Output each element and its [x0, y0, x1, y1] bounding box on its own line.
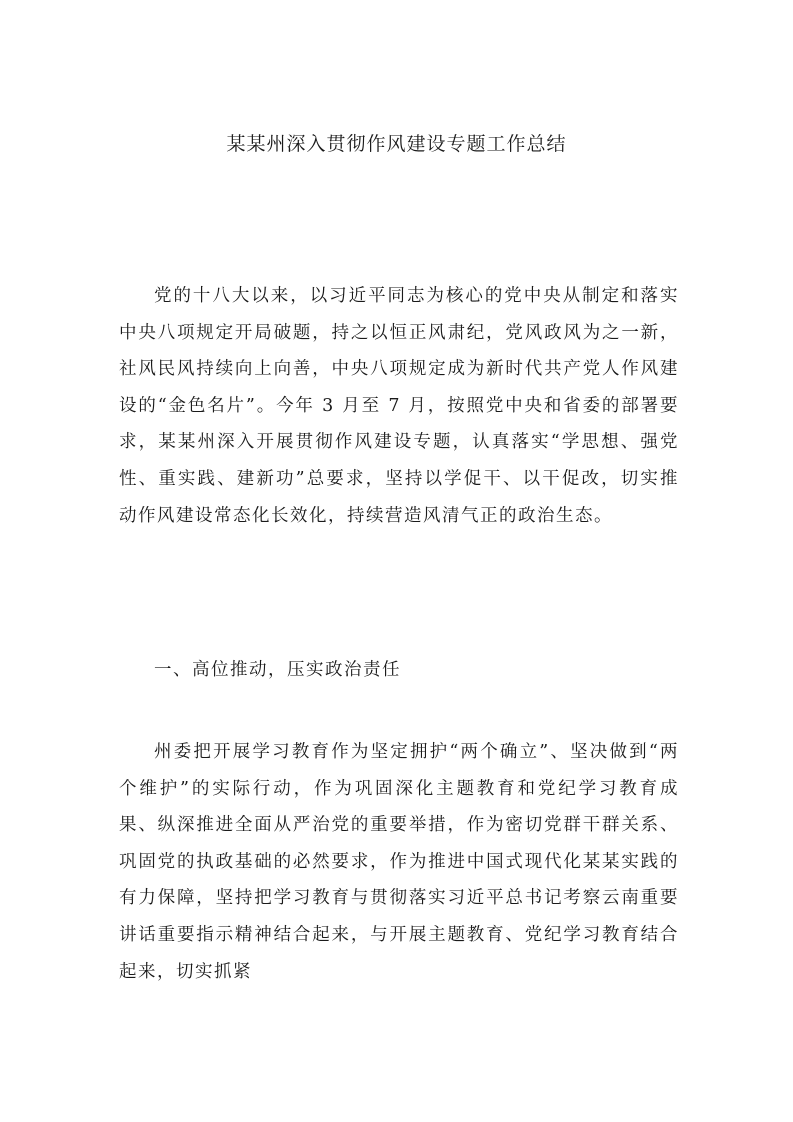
- document-title: 某某州深入贯彻作风建设专题工作总结: [226, 133, 567, 155]
- intro-paragraph: 党的十八大以来，以习近平同志为核心的党中央从制定和落实中央八项规定开局破题，持之以恒正风肃纪，党风政风为之一新，社风民风持续向上向善，中央八项规定成为新时代共产党人作风建设的“金色名片”。今年 3 月至 7 月，按照党中央和省委的部署要求，某某州深入开展贯彻作风建设专题，认真落实“学思想、强党性、重实践、建新功”总要求，坚持以学促干、以干促改，切实推动作风建设常态化长效化，持续营造风清气正的政治生态。: [119, 286, 679, 526]
- section-paragraph: 州委把开展学习教育作为坚定拥护“两个确立”、坚决做到“两个维护”的实际行动，作为巩固深化主题教育和党纪学习教育成果、纵深推进全面从严治党的重要举措，作为密切党群干群关系、巩固党的执政基础的必然要求，作为推进中国式现代化某某实践的有力保障，坚持把学习教育与贯彻落实习近平总书记考察云南重要讲话重要指示精神结合起来，与开展主题教育、党纪学习教育结合起来，切实抓紧: [119, 742, 679, 982]
- section-heading: 一、高位推动，压实政治责任: [154, 660, 401, 680]
